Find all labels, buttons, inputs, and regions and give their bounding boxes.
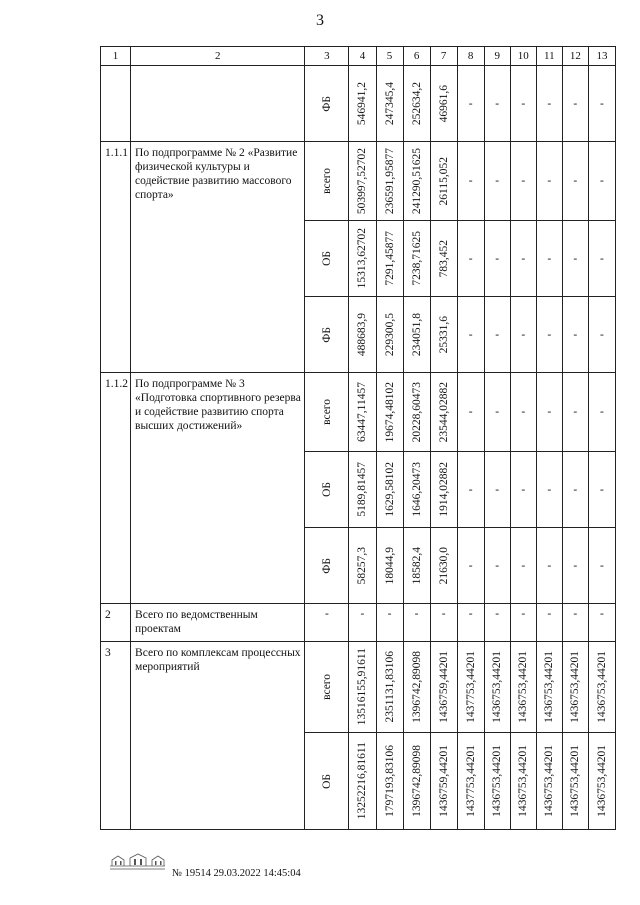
value-text: - bbox=[521, 97, 526, 110]
column-header: 9 bbox=[484, 47, 510, 66]
value-text: 247345,4 bbox=[383, 81, 396, 126]
source-label bbox=[305, 66, 349, 142]
column-header: 12 bbox=[562, 47, 588, 66]
value-text: - bbox=[573, 175, 578, 187]
value-cell bbox=[376, 642, 403, 733]
source-label bbox=[305, 142, 349, 221]
value-text: 1797193,83106 bbox=[383, 745, 396, 817]
value-cell bbox=[430, 604, 457, 642]
value-cell bbox=[376, 66, 403, 142]
value-text: - bbox=[521, 175, 526, 187]
value-cell bbox=[588, 604, 615, 642]
page-number: 3 bbox=[316, 12, 324, 29]
value-text: - bbox=[547, 406, 552, 418]
value-cell bbox=[536, 373, 562, 452]
row-title bbox=[131, 66, 305, 142]
value-text: - bbox=[468, 608, 473, 620]
value-cell bbox=[562, 452, 588, 528]
value-text: - bbox=[600, 175, 604, 187]
value-text: - bbox=[573, 328, 578, 341]
value-cell bbox=[430, 221, 457, 297]
row-number: 3 bbox=[101, 642, 131, 830]
value-cell bbox=[403, 142, 430, 221]
value-text: - bbox=[547, 175, 552, 187]
value-text: - bbox=[547, 608, 552, 620]
value-cell bbox=[457, 528, 484, 604]
column-header: 1 bbox=[101, 47, 131, 66]
table-row bbox=[101, 604, 616, 642]
value-text: 20228,60473 bbox=[410, 381, 423, 443]
value-cell bbox=[403, 66, 430, 142]
value-text: - bbox=[600, 608, 604, 620]
value-cell bbox=[349, 297, 376, 373]
source-label-text: ОБ bbox=[320, 773, 333, 789]
value-text: - bbox=[495, 608, 500, 620]
value-text: 234051,8 bbox=[410, 312, 423, 357]
value-text: - bbox=[600, 483, 604, 496]
source-label bbox=[305, 373, 349, 452]
value-text: - bbox=[573, 483, 578, 496]
value-text: - bbox=[573, 559, 578, 572]
value-text: - bbox=[547, 559, 552, 572]
column-header: 4 bbox=[349, 47, 376, 66]
footer bbox=[108, 852, 408, 892]
column-header: 3 bbox=[305, 47, 349, 66]
value-cell bbox=[349, 528, 376, 604]
value-text: - bbox=[547, 252, 552, 265]
value-text: - bbox=[495, 483, 500, 496]
value-text: - bbox=[468, 559, 473, 572]
value-cell bbox=[536, 142, 562, 221]
value-text: 1396742,89098 bbox=[410, 745, 423, 817]
value-text: - bbox=[521, 483, 526, 496]
source-label-text: всего bbox=[320, 168, 333, 194]
value-text: 503997,52702 bbox=[356, 147, 369, 215]
column-header: 8 bbox=[457, 47, 484, 66]
header-row bbox=[101, 47, 616, 66]
value-cell bbox=[510, 221, 536, 297]
value-cell bbox=[349, 142, 376, 221]
value-cell bbox=[349, 373, 376, 452]
value-text: 25331,6 bbox=[437, 315, 450, 354]
value-cell bbox=[376, 452, 403, 528]
value-cell bbox=[403, 297, 430, 373]
value-cell bbox=[562, 66, 588, 142]
value-text: - bbox=[360, 608, 365, 620]
value-cell bbox=[588, 373, 615, 452]
value-cell bbox=[484, 142, 510, 221]
source-label bbox=[305, 528, 349, 604]
value-cell bbox=[484, 733, 510, 830]
value-cell bbox=[430, 66, 457, 142]
source-label-text: всего bbox=[320, 674, 333, 700]
value-cell bbox=[588, 297, 615, 373]
value-text: 7238,71625 bbox=[410, 231, 423, 286]
value-text: 1436753,44201 bbox=[595, 651, 608, 723]
document-stamp: № 19514 29.03.2022 14:45:04 bbox=[172, 868, 301, 879]
value-text: - bbox=[495, 328, 500, 341]
value-cell bbox=[430, 297, 457, 373]
row-title: Всего по ведомственным проектам bbox=[131, 604, 305, 642]
value-text: 1436753,44201 bbox=[595, 745, 608, 817]
value-text: 1436753,44201 bbox=[517, 651, 530, 723]
value-cell bbox=[510, 66, 536, 142]
value-cell bbox=[562, 642, 588, 733]
value-cell bbox=[510, 373, 536, 452]
value-cell bbox=[457, 373, 484, 452]
value-text: - bbox=[468, 406, 473, 418]
source-label bbox=[305, 733, 349, 830]
row-number: 1.1.1 bbox=[101, 142, 131, 373]
source-label bbox=[305, 642, 349, 733]
source-label-text: всего bbox=[320, 399, 333, 425]
table-row bbox=[101, 373, 616, 452]
value-cell bbox=[562, 604, 588, 642]
value-text: - bbox=[495, 559, 500, 572]
value-cell bbox=[588, 66, 615, 142]
value-cell bbox=[588, 642, 615, 733]
value-text: 1436753,44201 bbox=[491, 745, 504, 817]
value-cell bbox=[484, 452, 510, 528]
value-cell bbox=[457, 604, 484, 642]
value-text: - bbox=[521, 406, 526, 418]
value-text: - bbox=[468, 97, 473, 110]
value-cell bbox=[430, 373, 457, 452]
value-cell bbox=[376, 221, 403, 297]
value-text: 783,452 bbox=[437, 239, 450, 278]
value-cell bbox=[457, 642, 484, 733]
value-text: 252634,2 bbox=[410, 81, 423, 126]
value-cell bbox=[403, 642, 430, 733]
value-text: 1436753,44201 bbox=[491, 651, 504, 723]
value-cell bbox=[536, 642, 562, 733]
value-text: - bbox=[468, 328, 473, 341]
value-text: 1646,20473 bbox=[410, 462, 423, 517]
value-text: 1437753,44201 bbox=[464, 745, 477, 817]
source-label-text: ФБ bbox=[320, 326, 333, 343]
source-label bbox=[305, 297, 349, 373]
value-cell bbox=[562, 297, 588, 373]
column-header: 11 bbox=[536, 47, 562, 66]
value-text: 1436753,44201 bbox=[543, 745, 556, 817]
publisher-logo bbox=[108, 852, 166, 878]
value-cell bbox=[457, 733, 484, 830]
value-cell bbox=[376, 604, 403, 642]
value-cell bbox=[536, 733, 562, 830]
value-cell bbox=[562, 373, 588, 452]
value-text: - bbox=[573, 97, 578, 110]
value-cell bbox=[457, 297, 484, 373]
column-header: 7 bbox=[430, 47, 457, 66]
value-text: 1436753,44201 bbox=[569, 745, 582, 817]
column-header: 13 bbox=[588, 47, 615, 66]
value-cell bbox=[510, 733, 536, 830]
value-cell bbox=[376, 142, 403, 221]
value-text: 7291,45877 bbox=[383, 231, 396, 286]
row-title: Всего по комплексам процессных мероприятий bbox=[131, 642, 305, 830]
value-text: 63447,11457 bbox=[356, 382, 369, 442]
value-cell bbox=[510, 452, 536, 528]
source-label-text: - bbox=[324, 608, 329, 620]
value-cell bbox=[562, 733, 588, 830]
value-text: 1436759,44201 bbox=[437, 745, 450, 817]
value-text: 229300,5 bbox=[383, 312, 396, 357]
table-row bbox=[101, 66, 616, 142]
value-text: - bbox=[495, 175, 500, 187]
value-text: 1436759,44201 bbox=[437, 651, 450, 723]
value-cell bbox=[484, 297, 510, 373]
value-text: 1436753,44201 bbox=[543, 651, 556, 723]
value-text: - bbox=[441, 608, 446, 620]
value-text: 1629,58102 bbox=[383, 462, 396, 517]
value-text: 21630,0 bbox=[437, 546, 450, 585]
value-text: 1437753,44201 bbox=[464, 651, 477, 723]
value-cell bbox=[510, 142, 536, 221]
column-header: 6 bbox=[403, 47, 430, 66]
value-text: - bbox=[600, 559, 604, 572]
value-cell bbox=[484, 66, 510, 142]
budget-table bbox=[100, 46, 616, 830]
value-cell bbox=[403, 733, 430, 830]
value-text: - bbox=[414, 608, 419, 620]
value-cell bbox=[510, 604, 536, 642]
column-header: 5 bbox=[376, 47, 403, 66]
value-cell bbox=[484, 604, 510, 642]
value-text: - bbox=[468, 252, 473, 265]
value-text: - bbox=[573, 252, 578, 265]
value-text: 1436753,44201 bbox=[569, 651, 582, 723]
value-text: - bbox=[547, 328, 552, 341]
row-title: По подпрограмме № 2 «Развитие физической культуры и содействие развитию массового спорта» bbox=[131, 142, 305, 373]
value-text: - bbox=[600, 252, 604, 265]
value-cell bbox=[536, 604, 562, 642]
value-text: 46961,6 bbox=[437, 84, 450, 123]
value-text: - bbox=[521, 328, 526, 341]
value-cell bbox=[536, 221, 562, 297]
value-text: 236591,95877 bbox=[383, 147, 396, 215]
value-text: - bbox=[495, 97, 500, 110]
source-label-text: ОБ bbox=[320, 482, 333, 497]
value-text: - bbox=[573, 608, 578, 620]
value-text: 2351131,83106 bbox=[383, 651, 396, 723]
source-label bbox=[305, 221, 349, 297]
value-cell bbox=[349, 452, 376, 528]
value-text: 58257,3 bbox=[356, 546, 369, 585]
value-cell bbox=[510, 642, 536, 733]
value-text: 18582,4 bbox=[410, 546, 423, 585]
row-number: 2 bbox=[101, 604, 131, 642]
value-cell bbox=[588, 221, 615, 297]
value-text: - bbox=[495, 406, 500, 418]
value-cell bbox=[430, 733, 457, 830]
value-cell bbox=[430, 142, 457, 221]
value-cell bbox=[349, 221, 376, 297]
value-cell bbox=[457, 452, 484, 528]
value-cell bbox=[562, 221, 588, 297]
value-cell bbox=[349, 733, 376, 830]
value-text: - bbox=[468, 483, 473, 496]
value-text: 1396742,89098 bbox=[410, 651, 423, 723]
row-title: По подпрограмме № 3 «Подготовка спортивного резерва и содействие развитию спорта высших достижений» bbox=[131, 373, 305, 604]
value-text: 26115,052 bbox=[437, 156, 450, 206]
value-cell bbox=[484, 642, 510, 733]
value-cell bbox=[430, 528, 457, 604]
value-cell bbox=[376, 733, 403, 830]
value-cell bbox=[484, 528, 510, 604]
value-cell bbox=[457, 142, 484, 221]
value-cell bbox=[536, 297, 562, 373]
value-cell bbox=[536, 528, 562, 604]
value-cell bbox=[430, 642, 457, 733]
value-cell bbox=[562, 528, 588, 604]
value-text: 241290,51625 bbox=[410, 147, 423, 215]
value-cell bbox=[457, 66, 484, 142]
source-label-text: ФБ bbox=[320, 557, 333, 574]
value-text: - bbox=[573, 406, 578, 418]
value-text: - bbox=[600, 97, 604, 110]
value-cell bbox=[510, 528, 536, 604]
value-cell bbox=[349, 642, 376, 733]
value-text: 23544,02882 bbox=[437, 381, 450, 443]
value-text: - bbox=[600, 328, 604, 341]
value-text: - bbox=[387, 608, 392, 620]
value-cell bbox=[349, 604, 376, 642]
value-cell bbox=[403, 373, 430, 452]
value-text: 1436753,44201 bbox=[517, 745, 530, 817]
value-text: - bbox=[547, 483, 552, 496]
value-text: 19674,48102 bbox=[383, 381, 396, 443]
value-text: 488683,9 bbox=[356, 312, 369, 357]
value-text: - bbox=[521, 608, 526, 620]
value-text: - bbox=[547, 97, 552, 110]
source-label-text: ФБ bbox=[320, 95, 333, 112]
value-text: 546941,2 bbox=[356, 81, 369, 126]
value-cell bbox=[588, 452, 615, 528]
value-cell bbox=[588, 733, 615, 830]
value-cell bbox=[403, 221, 430, 297]
column-header: 10 bbox=[510, 47, 536, 66]
value-cell bbox=[403, 604, 430, 642]
value-cell bbox=[588, 528, 615, 604]
value-text: - bbox=[521, 559, 526, 572]
value-text: 13252216,81611 bbox=[356, 742, 369, 820]
value-cell bbox=[403, 528, 430, 604]
value-cell bbox=[376, 528, 403, 604]
source-label bbox=[305, 452, 349, 528]
column-header: 2 bbox=[131, 47, 305, 66]
table-row bbox=[101, 642, 616, 733]
value-cell bbox=[562, 142, 588, 221]
value-text: 15313,62702 bbox=[356, 228, 369, 289]
value-text: - bbox=[495, 252, 500, 265]
value-cell bbox=[536, 452, 562, 528]
value-cell bbox=[376, 297, 403, 373]
table-row bbox=[101, 142, 616, 221]
value-text: 18044,9 bbox=[383, 546, 396, 585]
value-cell bbox=[536, 66, 562, 142]
value-cell bbox=[484, 373, 510, 452]
value-cell bbox=[484, 221, 510, 297]
value-text: 13516155,91611 bbox=[356, 648, 369, 726]
value-cell bbox=[430, 452, 457, 528]
row-number: 1.1.2 bbox=[101, 373, 131, 604]
source-label-text: ОБ bbox=[320, 251, 333, 266]
value-text: 5189,81457 bbox=[356, 462, 369, 517]
value-cell bbox=[376, 373, 403, 452]
value-text: - bbox=[468, 175, 473, 187]
value-text: 1914,02882 bbox=[437, 462, 450, 517]
value-cell bbox=[349, 66, 376, 142]
value-cell bbox=[588, 142, 615, 221]
value-cell bbox=[457, 221, 484, 297]
value-cell bbox=[403, 452, 430, 528]
value-cell bbox=[510, 297, 536, 373]
source-label bbox=[305, 604, 349, 642]
value-text: - bbox=[600, 406, 604, 418]
value-text: - bbox=[521, 252, 526, 265]
row-number bbox=[101, 66, 131, 142]
